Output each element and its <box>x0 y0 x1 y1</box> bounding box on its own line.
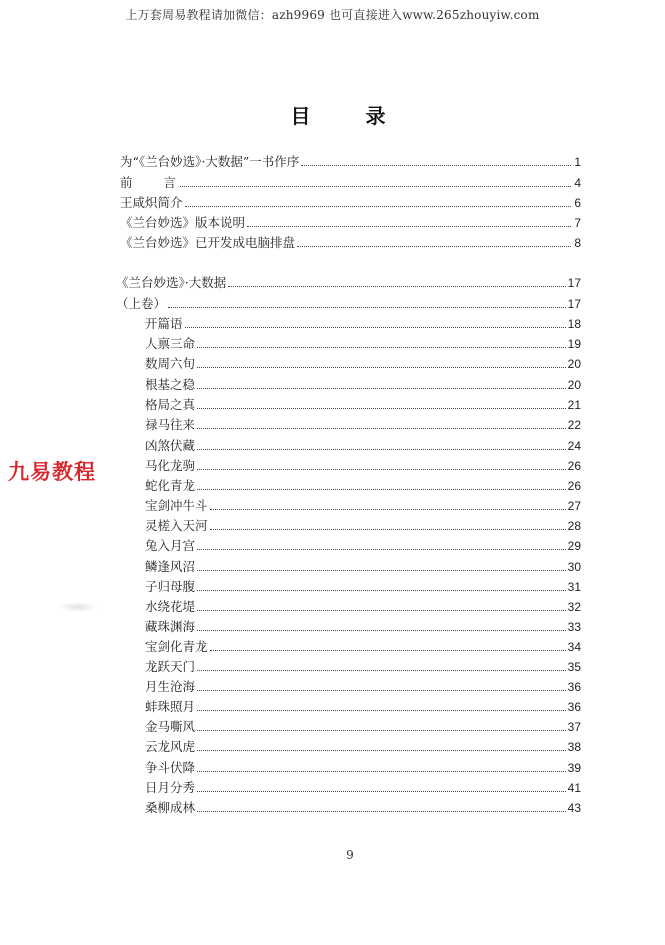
toc-entry-foreword[interactable] <box>120 174 581 192</box>
dot-leader <box>197 570 566 571</box>
toc-entry-preface-foreword[interactable] <box>120 153 581 171</box>
toc-label: 宝剑冲牛斗 <box>145 498 208 513</box>
toc-entry-chapter[interactable] <box>145 457 581 475</box>
toc-page-number: 26 <box>567 459 581 473</box>
toc-label: 龙跃天门 <box>145 659 196 674</box>
toc-entry-chapter[interactable] <box>145 718 581 736</box>
dot-leader <box>197 791 566 792</box>
toc-entry-chapter[interactable] <box>145 799 581 817</box>
toc-label: 水绕花堤 <box>145 599 196 614</box>
toc-page-number: 31 <box>567 580 581 594</box>
header-banner: 上万套周易教程请加微信：azh9969 也可直接进入www.265zhouyiw.com <box>125 8 540 22</box>
toc-entry-chapter[interactable] <box>145 517 581 535</box>
toc-entry-chapter[interactable] <box>145 618 581 636</box>
toc-page-number: 22 <box>567 418 581 432</box>
toc-label: 数周六旬 <box>145 356 196 371</box>
toc-label: 灵槎入天河 <box>145 518 208 533</box>
toc-page-number: 35 <box>567 660 581 674</box>
watermark-logo: 九易教程 <box>8 460 96 484</box>
toc-label: 《兰台妙选》已开发成电脑排盘 <box>120 235 296 250</box>
dot-leader <box>228 286 565 287</box>
toc-label: 蚌珠照月 <box>145 699 196 714</box>
toc-label: 争斗伏降 <box>145 760 196 775</box>
dot-leader <box>180 186 571 187</box>
dot-leader <box>197 489 566 490</box>
toc-label: 云龙风虎 <box>145 739 196 754</box>
dot-leader <box>168 307 566 308</box>
toc-page-number: 20 <box>567 378 581 392</box>
dot-leader <box>197 610 566 611</box>
toc-page-number: 34 <box>567 640 581 654</box>
toc-label: 月生沧海 <box>145 679 196 694</box>
toc-entry-chapter[interactable] <box>145 698 581 716</box>
toc-entry-version-notes[interactable] <box>120 214 581 232</box>
toc-entry-chapter[interactable] <box>145 335 581 353</box>
toc-entry-chapter[interactable] <box>145 638 581 656</box>
toc-page-number: 26 <box>567 479 581 493</box>
toc-entry-chapter[interactable] <box>145 477 581 495</box>
toc-label: 宝剑化青龙 <box>145 639 208 654</box>
toc-label: （上卷） <box>116 296 167 311</box>
toc-label: 金马嘶风 <box>145 719 196 734</box>
toc-page-number: 27 <box>567 499 581 513</box>
toc-page-number: 30 <box>567 560 581 574</box>
toc-label: 蛇化青龙 <box>145 478 196 493</box>
toc-label: 鳞逢风沼 <box>145 559 196 574</box>
toc-page-number: 28 <box>567 519 581 533</box>
toc-label: 《兰台妙选》版本说明 <box>120 215 246 230</box>
toc-label: 禄马往来 <box>145 417 196 432</box>
toc-page-number: 43 <box>567 801 581 815</box>
dot-leader <box>197 750 566 751</box>
dot-leader <box>197 670 566 671</box>
toc-page-number: 1 <box>574 155 581 169</box>
dot-leader <box>185 206 571 207</box>
dot-leader <box>247 226 571 227</box>
toc-label: 藏珠渊海 <box>145 619 196 634</box>
toc-entry-chapter[interactable] <box>145 678 581 696</box>
dot-leader <box>197 590 566 591</box>
dot-leader <box>197 367 566 368</box>
toc-entry-chapter[interactable] <box>145 416 581 434</box>
dot-leader <box>210 509 566 510</box>
toc-page-number: 18 <box>567 317 581 331</box>
toc-entry-chapter[interactable] <box>145 497 581 515</box>
toc-entry-chapter[interactable] <box>145 396 581 414</box>
toc-page-number: 36 <box>567 700 581 714</box>
dot-leader <box>185 327 566 328</box>
toc-page-number: 4 <box>574 176 581 190</box>
toc-label: 马化龙驹 <box>145 458 196 473</box>
toc-page-number: 17 <box>567 297 581 311</box>
dot-leader <box>297 246 571 247</box>
toc-entry-chapter[interactable] <box>145 578 581 596</box>
toc-entry-chapter[interactable] <box>145 759 581 777</box>
dot-leader <box>197 730 566 731</box>
toc-page-number: 17 <box>567 276 581 290</box>
toc-page-number: 29 <box>567 539 581 553</box>
toc-label: 人禀三命 <box>145 336 196 351</box>
toc-label: 日月分秀 <box>145 780 196 795</box>
toc-page-number: 41 <box>567 781 581 795</box>
toc-entry-author-intro[interactable] <box>120 194 581 212</box>
toc-label: 桑柳成林 <box>145 800 196 815</box>
toc-label: 凶煞伏藏 <box>145 438 196 453</box>
toc-page-number: 8 <box>574 236 581 250</box>
toc-page-number: 24 <box>567 439 581 453</box>
toc-entry-chapter[interactable] <box>145 437 581 455</box>
dot-leader <box>197 428 566 429</box>
toc-entry-chapter[interactable] <box>145 537 581 555</box>
toc-entry-chapter[interactable] <box>145 738 581 756</box>
scan-smudge <box>58 602 98 612</box>
toc-entry-chapter[interactable] <box>145 315 581 333</box>
toc-label: 格局之真 <box>145 397 196 412</box>
dot-leader <box>197 449 566 450</box>
toc-page-number: 38 <box>567 740 581 754</box>
dot-leader <box>197 388 566 389</box>
page-title: 目 录 <box>290 104 410 128</box>
toc-label: 《兰台妙选》·大数据 <box>116 275 227 290</box>
dot-leader <box>197 347 566 348</box>
toc-page-number: 21 <box>567 398 581 412</box>
toc-page-number: 39 <box>567 761 581 775</box>
toc-entry-chapter[interactable] <box>145 779 581 797</box>
toc-label: 前 言 <box>120 175 179 190</box>
toc-entry-chapter[interactable] <box>145 376 581 394</box>
toc-label: 子归母腹 <box>145 579 196 594</box>
toc-label: 根基之稳 <box>145 377 196 392</box>
toc-page-number: 6 <box>574 196 581 210</box>
dot-leader <box>210 650 566 651</box>
dot-leader <box>197 710 566 711</box>
toc-entry-chapter[interactable] <box>145 558 581 576</box>
dot-leader <box>210 529 566 530</box>
toc-label: 为“《兰台妙选》·大数据”一书作序 <box>120 154 300 169</box>
dot-leader <box>301 165 571 166</box>
toc-page-number: 32 <box>567 600 581 614</box>
dot-leader <box>197 469 566 470</box>
dot-leader <box>197 690 566 691</box>
toc-page-number: 33 <box>567 620 581 634</box>
toc-entry-computer-chart[interactable] <box>120 234 581 252</box>
page-number: 9 <box>346 848 354 862</box>
toc-page-number: 7 <box>574 216 581 230</box>
toc-page-number: 20 <box>567 357 581 371</box>
dot-leader <box>197 811 566 812</box>
toc-page-number: 37 <box>567 720 581 734</box>
toc-entry-chapter[interactable] <box>145 598 581 616</box>
toc-label: 王咸炽简介 <box>120 195 183 210</box>
toc-page-number: 36 <box>567 680 581 694</box>
toc-label: 开篇语 <box>145 316 183 331</box>
dot-leader <box>197 408 566 409</box>
toc-page-number: 19 <box>567 337 581 351</box>
toc-entry-chapter[interactable] <box>145 658 581 676</box>
dot-leader <box>197 549 566 550</box>
dot-leader <box>197 630 566 631</box>
dot-leader <box>197 771 566 772</box>
toc-entry-volume-1[interactable] <box>116 295 581 313</box>
toc-entry-book[interactable] <box>116 274 581 292</box>
toc-label: 兔入月宫 <box>145 538 196 553</box>
toc-entry-chapter[interactable] <box>145 355 581 373</box>
